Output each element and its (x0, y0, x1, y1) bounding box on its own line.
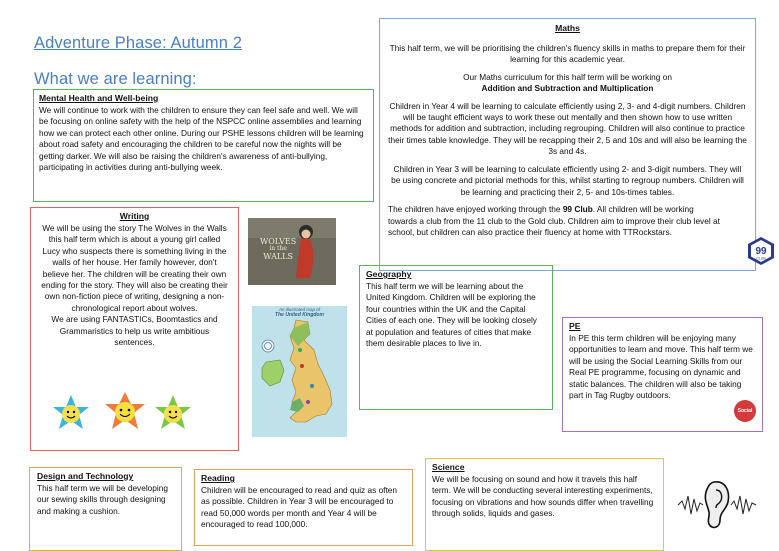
smiley-icon (152, 393, 194, 435)
science-section (425, 458, 664, 551)
writing-body: We will be using the story The Wolves in the Walls this half term which is about a young girl called Lucy who suspects there is something living in the walls of her house. Her family however, don't believe her. The children will be creating their own ending for the story. They will also be creating their own non-fiction piece of writing, designing a non-chronological report about wolves. (41, 222, 228, 313)
uk-map-image (252, 306, 347, 437)
maths-curriculum-intro: Our Maths curriculum for this half term will be working on (463, 71, 672, 82)
uk-map-caption-1: An illustrated map of (278, 307, 321, 312)
maths-section (379, 18, 756, 271)
science-heading: Science (432, 462, 465, 472)
reading-section (194, 469, 413, 546)
dt-heading: Design and Technology (37, 471, 134, 481)
maths-year3: Children in Year 3 will be learning to calculate efficiently using 2- and 3-digit numbers. They will be using concrete and pictorial methods for this, whilst starting to regroup numbers. Children will be learning and practicing their 2, 5- and 10s-times tables. (391, 163, 744, 197)
mental-health-body: We will continue to work with the children to ensure they can feel safe and well. We will be focusing on online safety with the help of the NSPCC online assemblies and learning how we can protect each other online. During our PSHE lessons children will be learning about road safety and encouraging the children to be careful now the nights will be getting darker. We will also be raising the children's awareness of anti-bullying, participating in activities during anti-bullying week. (39, 104, 364, 173)
page-title: Adventure Phase: Autumn 2 (34, 34, 242, 52)
maths-curriculum-topic: Addition and Subtraction and Multiplication (481, 83, 654, 94)
reading-body: Children will be encouraged to read and quiz as often as possible. Children in Year 3 will be encouraged to read 50,000 words per month and Year 4 will be encouraged to read 100,000. (201, 484, 398, 530)
ear-icon (676, 474, 758, 536)
pe-section (562, 317, 763, 432)
science-body: We will be focusing on sound and how it travels this half term. We will be conducting several interesting experiments, focusing on vibrations and how sounds differ when travelling through solids, liquids and gases. (432, 473, 654, 519)
smiley-icon (104, 391, 146, 433)
book-cover-line2: in the (269, 245, 287, 253)
svg-text:CLUB: CLUB (756, 256, 766, 261)
svg-text:99: 99 (755, 246, 767, 257)
pe-heading: PE (569, 321, 581, 331)
uk-map-caption-2: The United Kingdom (275, 311, 324, 318)
writing-heading: Writing (119, 211, 150, 221)
book-cover-line1: WOLVES (260, 237, 297, 246)
book-cover-line3: WALLS (263, 251, 293, 261)
geography-body: This half term we will be learning about the United Kingdom. Children will be exploring the four countries within the UK and the Capital Cities of each one. They will be looking closely at population and features of cities that make them desirable places to live in. (366, 280, 537, 349)
pe-body: In PE this term children will be enjoying many opportunities to learn and move. This half term we will be using the Social Learning Skills from our Real PE programme, focusing on dynamic and static balances. The children will also be taking part in Tag Rugby outdoors. (569, 332, 753, 401)
dt-body: This half term we will be developing our sewing skills through designing and making a cushion. (37, 482, 168, 516)
dt-section (29, 467, 182, 551)
writing-body-2: We are using FANTASTICs, Boomtastics and Grammaristics to help us write ambitious sentences. (51, 314, 218, 348)
mental-health-heading: Mental Health and Well-being (39, 93, 159, 103)
mental-health-section (33, 89, 374, 202)
maths-heading: Maths (555, 23, 580, 33)
smiley-icon (50, 393, 92, 435)
book-cover-image (248, 218, 336, 285)
page-subtitle: What we are learning: (34, 70, 197, 88)
maths-year4: Children in Year 4 will be learning to calculate efficiently using 2, 3- and 4-digit numbers. Children will be taught efficient ways to work these out mentally and then shown how to use written methods for addition and subtraction, including regrouping. Children will also continue to practice their times table knowledge. They will be recapping their 2, 5 and 10s and will also be learning the 3s and 4s. (388, 100, 747, 157)
geography-heading: Geography (366, 269, 412, 279)
maths-99-club: The children have enjoyed working through the 99 Club. All children will be working towards a club from the 11 club to the Gold club. Children aim to improve their club level at school, but children can also practice their fluency at home with TTRockstars. (388, 204, 720, 237)
geography-section (359, 265, 553, 410)
maths-intro: This half term, we will be prioritising the children's fluency skills in maths to prepare them for their learning for this academic year. (389, 42, 746, 65)
99-club-badge-icon (746, 236, 776, 266)
social-badge-icon: Social (734, 400, 756, 422)
reading-heading: Reading (201, 473, 235, 483)
